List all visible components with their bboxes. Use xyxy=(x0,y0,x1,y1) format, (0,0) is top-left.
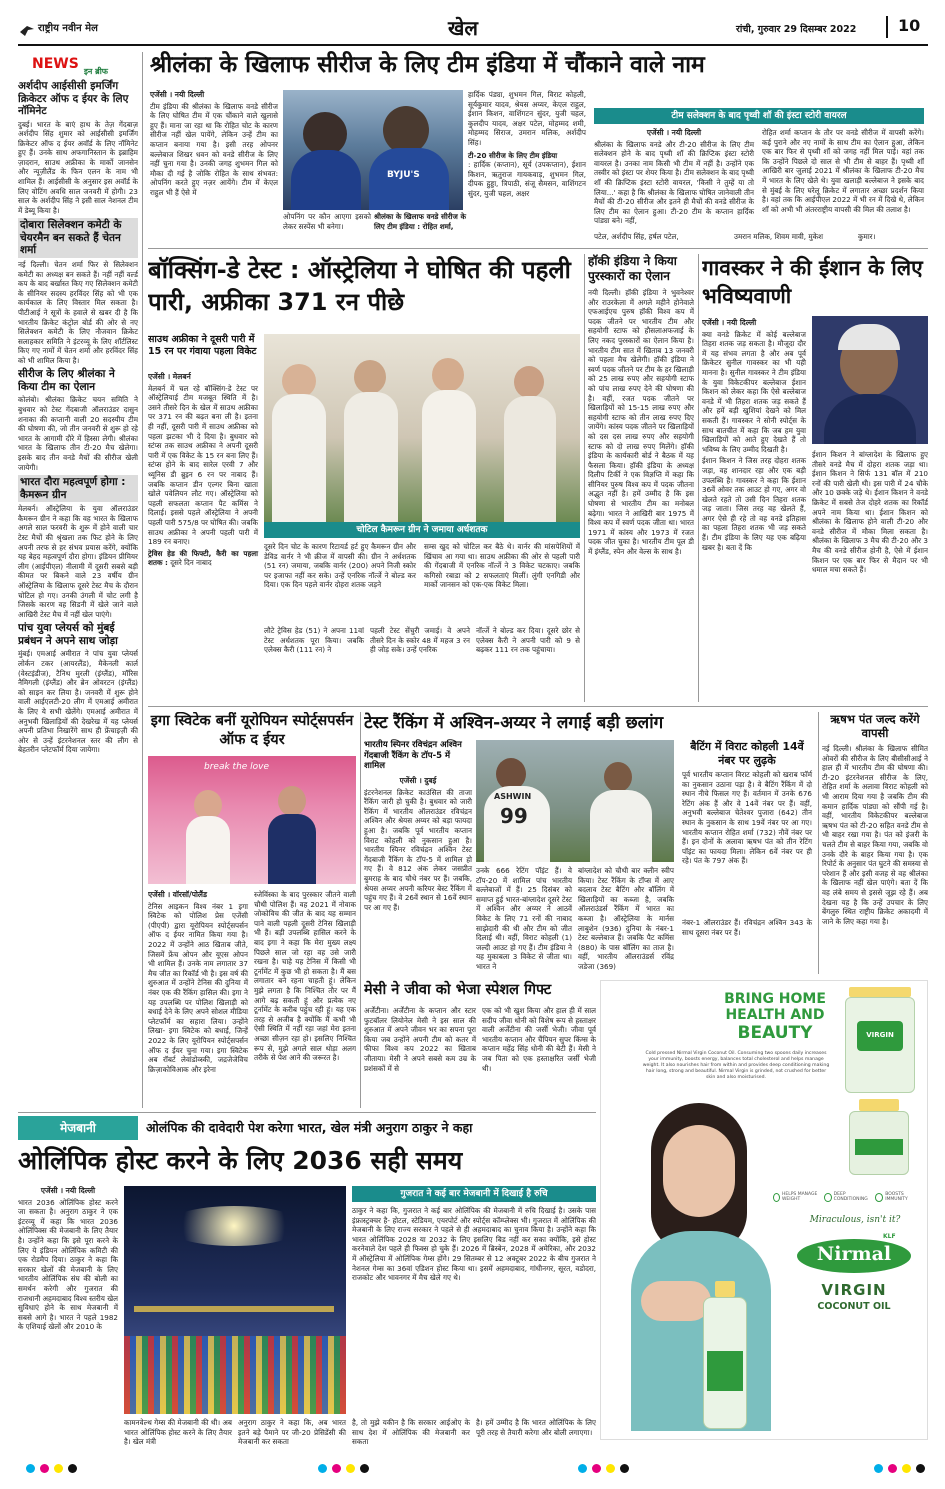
squad-names: उमरान मलिक, शिवम मावी, मुकेश xyxy=(734,232,824,241)
col-divider xyxy=(360,712,361,1108)
photo-caption: श्रीलंका के खिलाफ वनडे सीरीज के लिए टीम इंडिया : रोहित शर्मा, xyxy=(374,212,466,231)
banner-text: ओलंपिक की दावेदारी पेश करेगा भारत, खेल मंत्री अनुराग ठाकुर ने कहा xyxy=(146,1120,473,1135)
story-text xyxy=(148,890,248,1108)
product-name: VIRGIN xyxy=(821,1281,887,1299)
brief-headline: सीरीज के लिए श्रीलंका ने किया टीम का ऐलान xyxy=(18,368,115,393)
story-text xyxy=(18,1186,118,1456)
squad-names: कुमार। xyxy=(858,232,876,241)
badge-immunity xyxy=(875,1187,923,1207)
story-col: अर्जेंटीना। अर्जेंटीना के कप्तान और स्टार फुटबॉलर लियोनेल मेसी ने इस साल की शुरुआत में अपने जीवन भर का सपना पूरा किया जब उन्होंने अपनी टीम को कतर में फीफा विश्व कप 2022 का खिताब जीताया। मेसी ने अपने सबसे कम उम्र के प्रशंसकों में से xyxy=(364,1006,476,1073)
sidebar-divider xyxy=(142,52,143,1108)
story-headline: इगा स्विटेक बनीं यूरोपियन स्पोर्ट्सपर्सन ऑफ द ईयर xyxy=(150,713,354,748)
story-col: है, तो मुझे यकीन है कि सरकार आईओए के साथ देश में ओलिंपिक की मेजबानी कर सकता xyxy=(352,1418,470,1447)
registration-dot xyxy=(54,1464,63,1473)
registration-dot xyxy=(26,1464,35,1473)
ad-line: BRING HOME xyxy=(724,991,826,1007)
byline: एजेंसी । नयी दिल्ली xyxy=(40,1186,96,1195)
story-india-squad xyxy=(148,50,928,235)
green-fifty-bar: चोटिल कैमरून ग्रीन ने जमाया अर्धशतक xyxy=(264,522,580,538)
registration-dot xyxy=(916,1464,925,1473)
insta-story-col xyxy=(594,128,754,230)
story-col: हार्दिक पंड्या, शुभमन गिल, विराट कोहली, सूर्यकुमार यादव, श्रेयस अय्यर, केएल राहुल, ईशान किशन, वाशिंगटन सुंदर, युजी चहल, कुलदीप यादव, अक्षर पटेल, मोहम्मद शमी, मोहम्मद सिराज, उमरान मलिक, अर्शदीप सिंह। xyxy=(468,90,586,147)
team-india-photo: BYJU'S xyxy=(283,90,463,210)
byline: एजेंसी । मेलबर्न xyxy=(148,372,191,381)
story-col: नॉर्त्जे ने बोल्ड कर दिया। दूसरे छोर से एलेक्स कैरी ने अपनी पारी को 9 से बढ़कर 111 रन तक पहुंचाया। xyxy=(476,626,580,655)
story-text xyxy=(364,776,472,974)
squad-names: पटेल, अर्शदीप सिंह, हर्षल पटेल, xyxy=(594,232,679,241)
story-body: नयी दिल्ली। हॉकी इंडिया ने भुवनेश्वर और राउरकेला में अगले महीने होनेवाले एफआईएच पुरुष हॉकी विश्व कप में पदक जीतने पर भारतीय टीम और सहयोगी स्टाफ को हौसलाअफजाई के लिए नकद पुरस्कारों का ऐलान किया है। भारतीय टीम सात में खिताब 13 जनवरी को पहला मैच खेलेगी। हॉकी इंडिया ने स्वर्ण पदक जीतने पर टीम के हर खिलाड़ी को 25 लाख रुपए और सहयोगी स्टाफ को पांच लाख रुपए देने की घोषणा की है। वहीं, रजत पदक जीतने पर खिलाड़ियों को 15-15 लाख रुपए और सहयोगी स्टाफ को तीन लाख रुपए दिए जायेंगे। कांस्य पदक जीतने पर खिलाड़ियों को दस दस लाख रुपए और सहयोगी स्टाफ को दो लाख रुपए मिलेंगे। हॉकी इंडिया के कार्यकारी बोर्ड ने बैठक में यह फैसला किया। हॉकी इंडिया के अध्यक्ष दिलीप टिर्की ने एक विज्ञप्ति में कहा कि सीनियर पुरुष विश्व कप में पदक जीतना अद्भुत नहीं है। हमें उम्मीद है कि इस घोषणा से भारतीय टीम का मनोबल बढ़ेगा। भारत ने आखिरी बार 1975 में विश्व कप में स्वर्ण पदक जीता था। भारत 1971 में कांस्य और 1973 में रजत पदक जीत चुका है। भारतीय टीम पूल डी में इंग्लैंड, स्पेन और वेल्स के साथ है। xyxy=(588,288,694,557)
story-col: दूसरे दिन चोट के कारण रिटायर्ड हर्ट हुए कैमरून ग्रीन और डेविड वार्नर ने भी क्रीज में वापसी की। ग्रीन ने अर्धशतक (51 रन) जमाया, जबकि वार्नर (200) अपने निजी स्कोर पर इजाफा नहीं कर सके। उन्हें एनरिक नॉर्त्जे ने बोल्ड कर दिया। एक दिन पहले वार्नर दोहरा शतक जड़ने xyxy=(264,542,416,590)
registration-dot xyxy=(578,1464,587,1473)
masthead xyxy=(18,12,928,44)
ashwin-iyer-photo: ASHWIN 99 xyxy=(476,740,674,862)
story-col: एक को भी खुश किया और हाल ही में साल सदीप जीवा धोनी को विशेष रूप से हस्ताक्षर वाली अर्जेंटीना की जर्सी भेजी। जीवा पूर्व भारतीय कप्तान और चैंपियन सुपर किंग्स के कप्तान महेंद्र सिंह धोनी की बेटी हैं। मेसी ने जब पिता को एक हस्ताक्षरित जर्सी भेजी थी। xyxy=(482,1006,596,1073)
shield-icon xyxy=(875,1193,883,1202)
brand-logo xyxy=(797,1233,917,1353)
sub-body: दूसरे दिन नाबाद xyxy=(170,558,212,568)
ad-headline xyxy=(705,991,845,1043)
story-col: ठाकुर ने कहा कि, गुजरात ने कई बार ओलिंपिक की मेजबानी में रुचि दिखाई है। उसके पास इंफ्रास्ट्रक्चर है- होटल, स्टेडियम, एयरपोर्ट और स्पोर्ट्स कॉम्प्लेक्स भी। गुजरात में ओलिंपिक की मेजबानी के लिए राज्य सरकार ने पहले से ही अहमदाबाद का चुनाव किया है। उन्होंने कहा कि भारत ओलिंपिक 2028 या 2032 के लिए इसलिए बिड नहीं कर सका क्योंकि, इसे होस्ट करनेवाले देश पहले ही फिक्स हो चुके हैं। 2026 में ब्रिस्बेन, 2028 में अमेरिका, और 2032 में ऑस्ट्रेलिया में ओलिंपिक गेम्स होंगे। 29 सितम्बर से 12 अक्टूबर 2022 के बीच गुजरात ने नेशनल गेम्स का 36वां एडिशन होस्ट किया था। इसमें अहमदाबाद, गांधीनगर, सूरत, वडोदरा, राजकोट और भावनगर में मैच खेले गए थे। xyxy=(352,1206,596,1283)
masthead-rule xyxy=(18,44,928,46)
model-photo xyxy=(611,1091,781,1431)
story-iga-swiatek xyxy=(148,712,356,1108)
olympic-ceremony-photo xyxy=(124,1186,346,1414)
story-gavaskar-ishan xyxy=(702,254,928,702)
t20-heading: टी-20 सीरीज के लिए टीम इंडिया xyxy=(468,150,558,160)
registration-dot xyxy=(332,1464,341,1473)
col-divider xyxy=(698,254,699,702)
registration-dot xyxy=(40,1464,49,1473)
story-col: ईशान किशन ने जिस तरह दोहरा शतक जड़ा, वह शानदार रहा और एक बड़ी उपलब्धि है। गावस्कर ने कहा कि ईशान 36वें ओवर तक आउट हो गए, अगर वो खेलते रहते तो उसी दिन तिहरा शतक जड़ जाता। जिस तरह वह खेलते हैं, अगर ऐसे ही रहे तो वह वनडे इतिहास का पहला तिहरा शतक भी जड़ सकते हैं। टीम इंडिया के लिए यह एक बढ़िया खबर है। बता दें कि xyxy=(702,456,806,552)
section-name: खेल xyxy=(448,16,478,40)
coconut-bottle xyxy=(839,1099,921,1177)
story-col: सम्स खुद को चोटिल कर बैठे थे। वार्नर की मांसपेशियों में खिंचाव आ गया था। साउथ अफ्रीका की ओर से पहली पारी की गेंदबाजी में एनरिक नॉर्त्जे ने 3 विकेट चटकाए। जबकि कगिसो रबाडा को 2 सफलताएं मिलीं। लुंगी एनगिडी और मार्को जानसन को एक-एक विकेट मिला। xyxy=(424,542,580,590)
story-text xyxy=(148,372,258,698)
story-test-rankings xyxy=(364,712,814,974)
story-col: टीम इंडिया की श्रीलंका के खिलाफ वनडे सीरीज के लिए घोषित टीम में एक चौंकाने वाले खुलासे हुए हैं। माना जा रहा था कि रोहित चोट के कारण सीरीज नहीं खेल पायेंगे, लेकिन उन्हें टीम का कप्तान बनाया गया है। इसी तरह ओपनर बल्लेबाज शिखर धवन को वनडे सीरीज के लिए नहीं चुना गया है। उनकी जगह शुभमन गिल को मौका दी गई है जोकि रोहित के साथ संभवत: ओपनिंग करते हुए नज़र आयेंगे। टीम में केएल राहुल भी हैं ऐसे में xyxy=(150,101,278,197)
story-kicker: भारतीय स्पिनर रविचंद्रन अश्विन गेंदबाजी रैंकिंग के टॉप-5 में शामिल xyxy=(364,740,462,771)
byline: एजेंसी । वॉरसॉ/पोलैंड xyxy=(148,890,208,899)
brief-body: मेलबर्न। ऑस्ट्रेलिया के युवा ऑलराउंडर कैमरून ग्रीन ने कहा कि वह भारत के खिलाफ अगले साल फरवरी के शुरू में होने वाली चार टेस्ट मैचों की श्रृंखला तक फिट होने के लिए अपनी तरफ से हर संभव प्रयास करेंगे, क्योंकि यह बेहद महत्वपूर्ण दौरा होगा। इंडियन प्रीमियर लीग (आईपीएल) नीलामी में दूसरी सबसे बड़ी कीमत पर बिकने वाले 23 वर्षीय ग्रीन ऑस्ट्रेलिया के खिलाफ दूसरे टेस्ट मैच के दौरान चोटिल हो गए। उनकी उंगली में चोट लगी है जिसके कारण वह सिडनी में खेले जाने वाले आखिरी टेस्ट मैच में नहीं खेल पाएंगे। xyxy=(18,504,138,619)
registration-dot xyxy=(606,1464,615,1473)
registration-dot xyxy=(874,1464,883,1473)
ad-tagline: Miraculous, isn't it? xyxy=(809,1215,901,1225)
story-col: है। हमें उम्मीद है कि भारत ओलिंपिक के लिए पूरी तरह से तैयारी करेगा और बोली लगाएगा। xyxy=(476,1418,596,1437)
story-text xyxy=(468,90,586,230)
brief-headline: अर्शदीप आईसीसी इमर्जिंग क्रिकेटर ऑफ द ईयर के लिए नॉमिनेट xyxy=(18,80,129,117)
paper-name: राष्ट्रीय नवीन मेल xyxy=(38,23,98,34)
story-headline: टेस्ट रैंकिंग में अश्विन-अय्यर ने लगाई बड़ी छलांग xyxy=(364,713,664,733)
col-divider xyxy=(584,254,585,702)
ad-line: HEALTH AND xyxy=(725,1007,825,1023)
story-col: स्जेविंस्का के बाद पुरस्कार जीतने वाली चौथी पोलिश हैं। वह 2021 में नोवाक जोकोविच की जीत के बाद यह सम्मान पाने वाली पहली दूसरी टेनिस खिलाड़ी भी हैं। बड़ी उपलब्धि हासिल करने के बाद इगा ने कहा कि मेरा मुख्य लक्ष्य पिछले साल जो रहा वह उसे जारी रखना है। चाहे यह टेनिस में किसी भी टूर्नामेंट में कुछ भी हो सकता है। मैं बस लगातार बने रहना चाहती हूं। लेकिन मुझे लगता है कि निश्चित तौर पर मैं आगे बढ़ सकती हूं और प्रत्येक नए टूर्नामेंट के करीब पहुंच रही हूं। यह एक तरह से अजीब है क्योंकि मैं कभी भी ऐसी स्थिति में नहीं रहा जहां मेरा इतना अच्छा सीज़न रहा हो। इसलिए निश्चित रूप से, मुझे अगले साल थोड़ा अलग तरीके से पेश आने की जरूरत है। xyxy=(254,890,356,1063)
story-headline: बॉक्सिंग-डे टेस्ट : ऑस्ट्रेलिया ने घोषित की पहली पारी, अफ्रीका 371 रन पीछे xyxy=(148,256,571,316)
row-divider xyxy=(18,1112,596,1113)
story-col: ओपनिंग पर कौन आएगा इसको लेकर सस्पेंस भी बनेगा। xyxy=(283,212,371,231)
story-col: मेलबर्न में चल रहे बॉक्सिंग-डे टेस्ट पर ऑस्ट्रेलियाई टीम मजबूत स्थिति में है। उसने तीसरे दिन के खेल में साउथ अफ्रीका पर 371 रन की बढ़त बना ली है। इतना ही नहीं, दूसरी पारी में साउथ अफ्रीका को पहला झटका भी दे दिया है। बुधवार को स्टंप्स तक साउथ अफ्रीका ने अपनी दूसरी पारी में एक विकेट के 15 रन बना लिए हैं। स्टंप्स होने के बाद सारेल एरवी 7 और थ्यूनिस डी ब्रुइन 6 रन पर नाबाद हैं। जबकि कप्तान डीन एल्गर बिना खाता खोले पवेलियन लौट गए। ऑस्ट्रेलिया को पहली सफलता कप्तान पैट कमिंस ने दिलाई। इससे पहले ऑस्ट्रेलिया ने अपनी पहली पारी 575/8 पर घोषित की। जबकि साउथ अफ्रीका ने अपनी पहली पारी में 189 रन बनाए। xyxy=(148,383,258,547)
story-text xyxy=(150,90,278,220)
registration-dot xyxy=(620,1464,629,1473)
badge-conditioning xyxy=(824,1187,872,1207)
registration-dot xyxy=(318,1464,327,1473)
story-body: नई दिल्ली। श्रीलंका के खिलाफ सीमित ओवरों की सीरीज के लिए बीसीसीआई ने हाल ही में भारतीय टीम की घोषणा की। टी-20 इंटरनेशनल सीरीज के लिए, रोहित शर्मा के अलावा विराट कोहली को भी आराम दिया गया है जबकि टीम की कमान हार्दिक पांड्या को सौंपी गई है। वहीं, भारतीय विकेटकीपर बल्लेबाज ऋषभ पंत को टी-20 सहित वनडे टीम से भी बाहर रखा गया है। पंत को इंजरी के चलते टीम से बाहर किया गया, जबकि वो उनके दौरे के बाहर किया गया है। एक रिपोर्ट के अनुसार पंत घुटने की समस्या से परेशान हैं और इसी वजह से वह श्रीलंका के खिलाफ नहीं खेल पाएंगे। बता दें कि वह लंबे समय से इससे जूझ रहे हैं। अब देखना यह है कि उन्हें उपचार के लिए बेंगलुरु स्थित राष्ट्रीय क्रिकेट अकादमी में जाने के लिए कहा गया है। xyxy=(822,744,928,926)
story-headline: श्रीलंका के खिलाफ सीरीज के लिए टीम इंडिया में चौंकाने वाले नाम xyxy=(150,52,705,78)
hair-icon xyxy=(824,1193,832,1202)
dateline: रांची, गुरुवार 29 दिसम्बर 2022 xyxy=(736,24,857,35)
news-brief-sidebar xyxy=(18,52,138,1108)
coconut-jar xyxy=(839,987,921,1097)
kohli-subheading: बैटिंग में विराट कोहली 14वें नंबर पर लुढ़के xyxy=(690,740,804,767)
t20-body: : हार्दिक (कप्तान), सूर्य (उपकप्तान), ईशान किशन, ऋतुराज गायकवाड़, शुभमन गिल, दीपक हुड्डा, त्रिपाठी, संजू सैमसन, वाशिंगटन सुंदर, युजी चहल, अक्षर xyxy=(468,160,586,198)
story-hockey-awards xyxy=(588,254,694,702)
nirmal-coconut-oil-ad[interactable] xyxy=(600,980,928,1440)
row-divider xyxy=(148,706,928,707)
insta-story-box-title: टीम सलेक्शन के बाद पृथ्वी शॉ की इंस्टा स्टोरी वायरल xyxy=(594,108,924,124)
brief-body: मुंबई। एमआई अमीरात ने पांच युवा प्लेयर्स लोर्कन टकर (आयरलैंड), मैकेनली कार्ल (वेस्टइंडीज), टैनिथ मुरली (इंग्लैंड), मॉरिस नैमिगली (इंग्लैंड) और ब्रेन ओवरटन (इंग्लैंड) को साइन कर लिया है। जनवरी में शुरू होने वाली आईएलटी-20 लीग में एमआई अमीरात के लिए ये सभी खेलेंगे। एमआई अमीरात में अनुभवी खिलाड़ियों की देखरेख में यह प्लेयर्स अपनी प्रतिभा निखारेंगे साथ ही फ्रेंचाइज़ी की ओर से उन्हें इंटरनेशनल स्तर की लीग से बेहतरीन प्लेटफॉर्म दिया जायेगा। xyxy=(18,649,138,755)
squad-names-row xyxy=(594,232,928,244)
bird-logo-icon xyxy=(20,21,34,31)
story-col: पूर्व भारतीय कप्तान विराट कोहली को खराब फॉर्म का नुकसान उठाना पड़ा है। वे बैटिंग रैंकिंग में दो स्थान नीचे फिसल गए हैं। वर्तमान में उनके 676 रेटिंग अंक हैं और वे 14वें नंबर पर हैं। वहीं, अनुभवी बल्लेबाज चेतेश्वर पुजारा (642) तीन स्थान के नुकसान के साथ 19वें नंबर पर आ गए। भारतीय कप्तान रोहित शर्मा (732) नौवें नंबर पर हैं। इन दोनों के अलावा ऋषभ पंत को तीन रेटिंग पॉइंट का फायदा मिला। लेकिन 6वें नंबर पर ही रहे। पंत के 797 अंक हैं। xyxy=(682,770,812,866)
registration-dot xyxy=(902,1464,911,1473)
byline: एजेंसी । नयी दिल्ली xyxy=(702,318,757,327)
story-col: नंबर-1 ऑलराउंडर हैं। रविचंद्रन अश्विन 343 के साथ दूसरा नंबर पर हैं। xyxy=(682,918,812,937)
brief-item xyxy=(18,475,138,619)
byline: एजेंसी । नयी दिल्ली xyxy=(646,128,702,137)
brief-body: कोलंबो। श्रीलंका क्रिकेट चयन समिति ने बुधवार को टेस्ट गेंदबाजी ऑलराउंडर दासुन शनाका की कप्तानी वाली 20 सदस्यीय टीम की घोषणा की, जो तीन जनवरी से शुरू हो रहे भारत के आगामी दौरे में हिस्सा लेगी। श्रीलंका भारत के खिलाफ तीन टी-20 मैच खेलेगा। इसके बाद तीन वनडे मैचों की सीरीज खेली जायेगी। xyxy=(18,395,138,472)
row-divider xyxy=(148,248,928,249)
story-col: टेनिस आइकन विश्व नंबर 1 इगा स्विटेक को पोलिश प्रेस एजेंसी (पीएपी) द्वारा यूरोपियन स्पोर्ट्सपर्सन ऑफ द ईयर नामित किया गया है। 2022 में उन्होंने आठ खिताब जीते, जिसमें फ्रेंच ओपन और यूएस ओपन भी शामिल हैं। उनके नाम लगातार 37 मैच जीत का रिकॉर्ड भी है। इस वर्ष की शुरुआत में उन्होंने टेनिस की दुनिया में नंबर एक की रैंकिंग हासिल की। इगा ने यह उपलब्धि पर पोलिश खिलाड़ी को बधाई देने के लिए अपने सोशल मीडिया प्लेटफॉर्म का सहारा लिया। उन्होंने लिखा- इगा स्विटेक को बधाई, जिन्हें 2022 के लिए यूरोपियन स्पोर्ट्सपर्सन ऑफ द ईयर चुना गया। इगा स्विटेक अब रॉबर्ट लेवांडोव्स्की, जद्रजेजेविच क्रिज़ाकोविआक और इरेना xyxy=(148,901,248,1074)
brief-item xyxy=(18,622,138,755)
story-col: भारत 2036 ओलिंपिक होस्ट करने जा सकता है। अनुराग ठाकुर ने एक इंटरव्यू में कहा कि भारत 2036 ओलिंपिक्स की मेजबानी के लिए तैयार है। उन्होंने कहा कि इसे पूरा करने के लिए ये इंडियन ओलिंपिक कमिटी की एक रोडमैप दिया। ठाकुर ने कहा कि सरकार खेलों की मेजबानी के लिए भारतीय ओलिंपिक संघ की बोली का समर्थन करेगी और गुजरात की राजधानी अहमदाबाद विश्व स्तरीय खेल सुविधाएं होने के साथ मेजबानी में सबसे आगे है। भारत ने पहले 1982 के एशियाई खेलों और 2010 के xyxy=(18,1197,118,1332)
brief-body: दुबई। भारत के बाएं हाथ के तेज़ गेंदबाज़ अर्शदीप सिंह शुमार को आईसीसी इमर्जिंग क्रिकेटर ऑफ द ईयर अवॉर्ड के लिए नॉमिनेट हुए हैं। उनके साथ अफगानिस्तान के इब्राहिम ज़ादरान, साउथ अफ्रीका के मार्को जानसेन और न्यूज़ीलैंड के फिन एलन के नाम भी शामिल हैं। आईसीसी के अनुसार इस अवॉर्ड के लिए वोटिंग अवधि साल जनवरी में होगी। 23 साल के अर्शदीप सिंह ने इसी साल नेशनल टीम में डेब्यू किया है। xyxy=(18,119,138,215)
swiatek-photo: break the love xyxy=(148,756,356,884)
story-text xyxy=(702,318,806,702)
brief-item xyxy=(18,80,138,215)
ad-badges xyxy=(773,1187,923,1207)
olympic-banner xyxy=(18,1116,596,1140)
story-col: लौटे ट्रेविस हेड (51) ने अपना 11वां टेस्ट अर्धशतक पूरा किया। जबकि एलेक्स कैरी (111 रन) ने xyxy=(264,626,364,655)
brief-body: नई दिल्ली। चेतन शर्मा फिर से सिलेक्शन कमेटी का अध्यक्ष बन सकते हैं। नहीं नहीं वर्ल्ड कप के बाद बर्खास्त किए गए सिलेक्शन कमेटी के सीनियर सदस्य हरविंदर सिंह को भी एक कार्यकाल के लिए विस्तार मिल सकता है। पीटीआई ने सूत्रों के हवाले से खबर दी है कि भारतीय क्रिकेट कंट्रोल बोर्ड की ओर से नए सिलेक्शन कमेटी के लिए नौजवान क्रिकेट सलाहकार समिति ने इंटरव्यू के लिए शॉर्टलिस्ट किए गए नामों में चेतन शर्मा और हरविंदर सिंह को भी शामिल किया है। xyxy=(18,259,138,365)
news-brief-label xyxy=(18,52,138,78)
badge-label: DEEP CONDITIONING xyxy=(833,1191,868,1202)
sub-heading: ट्रेविस हेड की फिफ्टी, कैरी का पहला शतक : xyxy=(148,548,258,568)
story-col: श्रीलंका के खिलाफ वनडे और टी-20 सीरीज के लिए टीम सलेक्शन होने के बाद पृथ्वी शॉ की क्रिप्टिक इंस्टा स्टोरी वायरल है। उनका नाम किसी भी टीम में नहीं है। उन्होंने एक तस्वीर को इंस्टा पर शेयर किया है। टीम सलेक्शन के बाद पृथ्वी शॉ की क्रिप्टिक इंस्टा स्टोरी वायरल, 'किसी ने तुम्हें या तो लिया...' कहा है कि श्रीलंका के खिलाफ घोषित जानेवाली तीन मैचों की टी-20 सीरीज और इतने ही मैचों की वनडे सीरीज के लिए टीम का ऐलान हुआ। टी-20 टीम के कप्तान हार्दिक पांड्या बने। नहीं, xyxy=(594,139,754,226)
australia-team-photo xyxy=(264,334,580,522)
insta-story-col: रोहित शर्मा कप्तान के तौर पर वनडे सीरीज में वापसी करेंगे। कई पुराने और नए नामों के साथ टीम का ऐलान हुआ, लेकिन एक बार फिर से पृथ्वी शॉ को जगह नहीं मिल पाई। वहां तक कि उन्होंने पिछले दो साल से भी टीम से बाहर हैं। पृथ्वी शॉ आखिरी बार जुलाई 2021 में श्रीलंका के खिलाफ टी-20 मैच में भारत के लिए खेले थे। युवा खलाड़ी बल्लेबाज ने इसके बाद से मुंबई के लिए घरेलू क्रिकेट में लगातार अच्छा प्रदर्शन किया है। वहां तक कि आईपीएल 2022 में भी रन में दिखे थे, लेकिन शॉ को अभी भी अंतरराष्ट्रीय वापसी की मिल की तलाश है। xyxy=(762,128,924,214)
product-name-2: COCONUT OIL xyxy=(817,1301,891,1312)
brief-headline: पांच युवा प्लेयर्स को मुंबई प्रबंधन ने अपने साथ जोड़ा xyxy=(18,622,118,647)
byline: एजेंसी । दुबई xyxy=(399,776,437,785)
brief-headline: दोबारा सिलेक्शन कमेटी के चेयरमैन बन सकते हैं चेतन शर्मा xyxy=(18,218,138,258)
story-boxing-day-test xyxy=(148,254,580,702)
gavaskar-photo xyxy=(812,316,928,444)
story-col: ईशान किशन ने बांग्लादेश के खिलाफ हुए तीसरे वनडे मैच में दोहरा शतक जड़ा था। ईशान किशन ने सिर्फ 131 बॉल में 210 रनों की पारी खेली थी। इस पारी में 24 चौके और 10 छक्के जड़े थे। ईशान किशन ने वनडे क्रिकेट में सबसे तेज दोहरे शतक का रिकॉर्ड अपने नाम किया था। ईशान किशन को श्रीलंका के खिलाफ होने वाली टी-20 और वनडे सीरीज में मौका मिला सकता है। श्रीलंका के खिलाफ 3 मैच की टी-20 और 3 मैच की वनडे सीरीज होनी है, ऐसे में ईशान किशन पर एक बार फिर से मैदान पर भी धमाल मचा सकते हैं। xyxy=(812,450,928,575)
story-headline: ओलिंपिक होस्ट करने के लिए 2036 सही समय xyxy=(18,1146,463,1175)
brief-label: इन ब्रीफ xyxy=(84,67,108,76)
story-headline: मेसी ने जीवा को भेजा स्पेशल गिफ्ट xyxy=(364,982,552,998)
story-col: कामनवेल्थ गेम्स की मेजबानी की थी। अब भारत ओलिंपिक होस्ट करने के लिए तैयार है। खेल मंत्री xyxy=(124,1418,232,1447)
registration-dot xyxy=(68,1464,77,1473)
story-col: इंटरनेशनल क्रिकेट काउंसिल की ताजा रैंकिंग जारी हो चुकी है। बुधवार को जारी रैंकिंग में भारतीय ऑलराउंडर रविचंद्रन अश्विन और श्रेयस अय्यर को बड़ा फायदा हुआ है। जबकि पूर्व भारतीय कप्तान विराट कोहली को नुकसान हुआ है। भारतीय स्पिनर रविचंद्रन अश्विन टेस्ट गेंदबाजी रैंकिंग के टॉप-5 में शामिल हो गए हैं। वे 812 अंक लेकर जसप्रीत बुमराह के बाद चौथे नंबर पर हैं। जबकि, श्रेयस अय्यर अपनी करियर बेस्ट रैंकिंग में पहुंच गए हैं। वे 26वें स्थान से 16वें स्थान पर आ गए हैं। xyxy=(364,787,472,912)
byline: एजेंसी । नयी दिल्ली xyxy=(150,90,205,99)
story-rishabh-pant xyxy=(822,712,928,974)
brief-item xyxy=(18,368,138,472)
brief-headline: भारत दौरा महत्वपूर्ण होगा : कैमरून ग्रीन xyxy=(18,475,138,502)
story-col: उनके 666 रेटिंग पॉइंट हैं। वे टॉप-20 में शामिल पांच भारतीय बल्लेबाजों में हैं। 25 दिसंबर को समाप्त हुई भारत-बांग्लादेश दूसरे टेस्ट में अश्विन और अय्यर ने आठवें विकेट के लिए 71 रनों की नाबाद साझेदारी की थी और टीम को जीत दिलाई थी। वहीं, विराट कोहली (1) जल्दी आउट हो गए हैं। टीम इंडिया ने यह मुकाबला 3 विकेट से जीता था। भारत ने xyxy=(476,866,572,971)
story-kicker: साउथ अफ्रीका ने दूसरी पारी में 15 रन पर गंवाया पहला विकेट xyxy=(148,334,257,357)
ad-small-print: Cold pressed Nirmal Virgin Coconut Oil. Consuming two spoons daily increases your immunity, boosts energy, balances total cholesterol and helps manage weight. It also nourishes hair from within and provides deep conditioning making hair long, strong and beautiful. Nirmal Virgin is grinded, not crushed for better skin and also moisturised. xyxy=(642,1051,830,1080)
story-headline: गावस्कर ने की ईशान के लिए भविष्यवाणी xyxy=(702,256,923,308)
ad-line: BEAUTY xyxy=(737,1023,813,1043)
story-olympic-2036 xyxy=(18,1116,596,1456)
registration-dot xyxy=(346,1464,355,1473)
col-divider xyxy=(818,712,819,974)
banner-tag: मेजबानी xyxy=(18,1116,138,1140)
page-number: 10 xyxy=(898,16,921,35)
print-color-bar xyxy=(18,1462,928,1476)
badge-label: BOOSTS IMMUNITY xyxy=(885,1191,908,1202)
story-col: अनुराग ठाकुर ने कहा कि, अब भारत इतने बड़े पैमाने पर जी-20 प्रेसिडेंसी की मेजबानी कर सकता xyxy=(238,1418,346,1447)
gujarat-bar: गुजरात ने कई बार मेजबानी में दिखाई है रुचि xyxy=(352,1186,596,1202)
story-messi-gift xyxy=(364,980,596,1108)
jar-label: VIRGIN xyxy=(866,1031,894,1039)
brand-name: Nirmal xyxy=(816,1243,892,1265)
registration-dot xyxy=(888,1464,897,1473)
registration-dot xyxy=(360,1464,369,1473)
brand-tag: KLF xyxy=(883,1233,896,1240)
product-bottle xyxy=(697,1281,753,1431)
story-col: पहली टेस्ट सेंचुरी जमाई। वे अपने तीसरे दिन के स्कोर 48 में महज 3 रन ही जोड़ सके। उन्हें एनरिक xyxy=(370,626,470,655)
story-col: बांग्लादेश को चौथी बार क्लीन स्वीप किया। टेस्ट रैंकिंग के टॉप्स में आए बदलाव टेस्ट बैटिंग और बॉलिंग में खिलाड़ियों का कब्जा है, जबकि ऑलराउंडर्स रैंकिंग में भारत का कब्जा है। ऑस्ट्रेलिया के मार्नस लाबुशेन (936) दुनिया के नंबर-1 टेस्ट बल्लेबाज हैं। जबकि पैट कमिंस (880) के पास बॉलिंग का ताज है। वहीं, भारतीय ऑलराउंडर्स रविंद्र जडेजा (369) xyxy=(578,866,674,971)
story-col: क्या वनडे क्रिकेट में कोई बल्लेबाज तिहरा शतक जड़ सकता है। मौजूदा दौर में यह संभव लगता है और अब पूर्व क्रिकेटर सुनील गावस्कर का भी यही मानना है। सुनील गावस्कर ने टीम इंडिया के युवा विकेटकीपर बल्लेबाज ईशान किशन को लेकर कहा कि ऐसे बल्लेबाज वनडे में भी तिहरा शतक जड़ सकते हैं और हमें बड़ी खुशियां देखने को मिल सकती हैं। गावस्कर ने सोनी स्पोर्ट्स के साथ बातचीत में कहा कि जब हम युवा खिलाड़ियों को आते हुए देखते हैं तो भविष्य के लिए उम्मीद दिखती है। xyxy=(702,329,806,454)
story-headline: ऋषभ पंत जल्द करेंगे वापसी xyxy=(830,712,920,740)
news-label: NEWS xyxy=(32,56,79,72)
badge-label: HELPS MANAGE WEIGHT xyxy=(781,1191,818,1202)
story-headline: हॉकी इंडिया ने किया पुरस्कारों का ऐलान xyxy=(588,254,677,283)
brief-item xyxy=(18,218,138,365)
registration-dot xyxy=(592,1464,601,1473)
